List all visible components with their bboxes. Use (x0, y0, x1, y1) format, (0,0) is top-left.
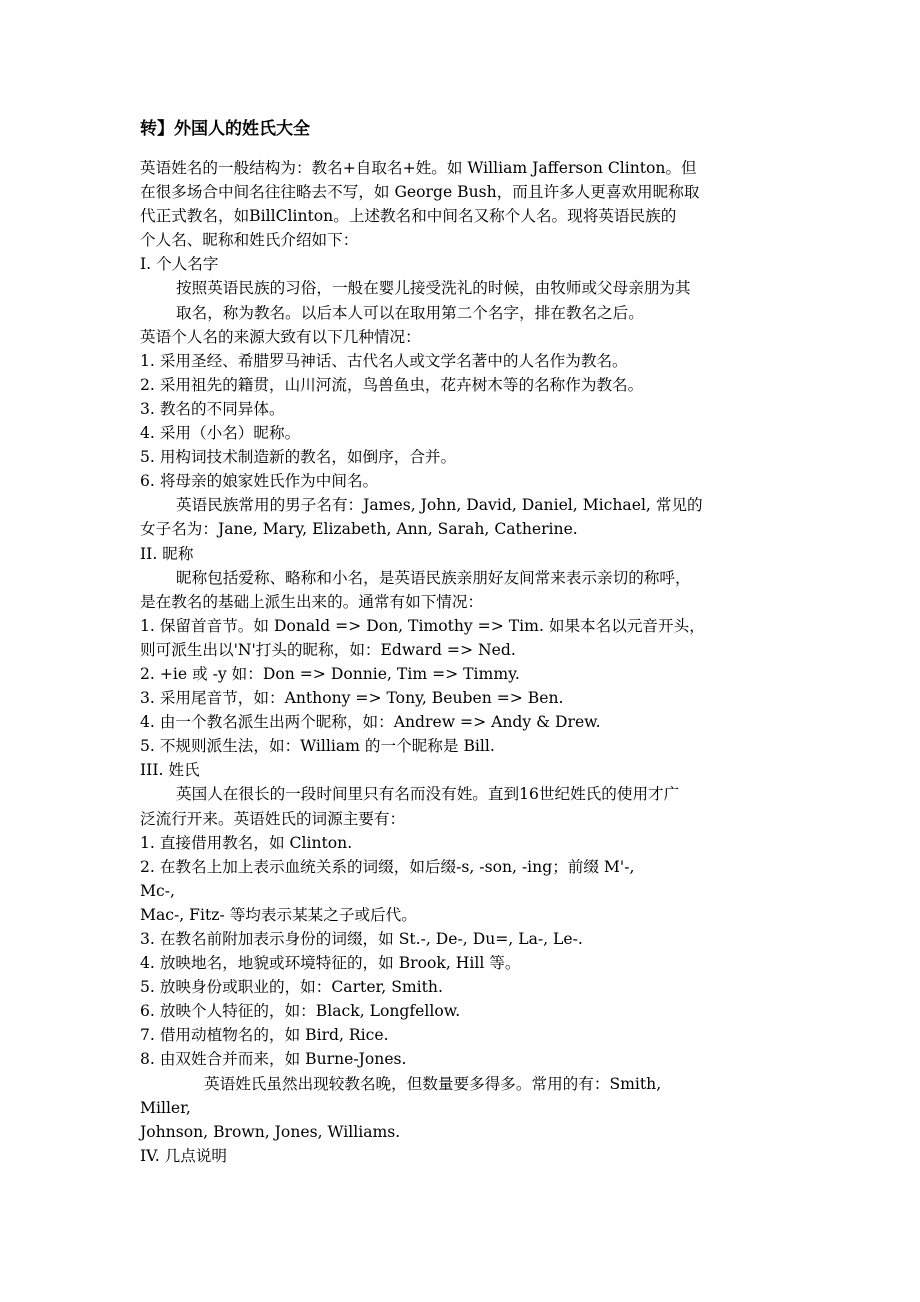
text-line: 则可派生出以'N'打头的昵称，如：Edward => Ned. (140, 640, 516, 659)
text-line: Johnson, Brown, Jones, Williams. (140, 1122, 401, 1141)
text-line: 1. 保留首音节。如 Donald => Don, Timothy => Tim. 如果本名以元音开头， (140, 616, 705, 635)
text-line: 女子名为：Jane, Mary, Elizabeth, Ann, Sarah, Catherine. (140, 520, 578, 539)
text-line: Mac-, Fitz- 等均表示某某之子或后代。 (140, 905, 417, 924)
text-line: 代正式教名，如BillClinton。上述教名和中间名又称个人名。现将英语民族的 (140, 207, 677, 226)
text-line: 3. 在教名前附加表示身份的词缀，如 St.-, De-, Du=, La-, Le-. (140, 930, 583, 948)
text-line: 英语姓氏虽然出现较教名晚，但数量要多得多。常用的有：Smith, (204, 1074, 662, 1093)
text-line: 昵称包括爱称、略称和小名，是英语民族亲朋好友间常来表示亲切的称呼， (176, 568, 691, 587)
text-line: 5. 不规则派生法，如：William 的一个昵称是 Bill. (140, 737, 495, 756)
document-body (140, 156, 800, 1168)
text-line: Miller, (140, 1098, 191, 1117)
text-line: 2. 采用祖先的籍贯，山川河流，鸟兽鱼虫，花卉树木等的名称作为教名。 (140, 375, 644, 394)
text-line: 1. 采用圣经、希腊罗马神话、古代名人或文学名著中的人名作为教名。 (140, 351, 628, 370)
text-line: 5. 用构词技术制造新的教名，如倒序，合并。 (140, 448, 457, 467)
text-line: Mc-, (140, 881, 175, 900)
text-line: 按照英语民族的习俗，一般在婴儿接受洗礼的时候，由牧师或父母亲朋为其 (176, 279, 691, 298)
text-line: 2. +ie 或 -y 如：Don => Donnie, Tim => Timmy. (140, 664, 520, 683)
text-line: II. 昵称 (140, 544, 194, 563)
text-line: 取名，称为教名。以后本人可以在取用第二个名字，排在教名之后。 (176, 303, 644, 322)
text-line: 4. 放映地名，地貌或环境特征的，如 Brook, Hill 等。 (140, 954, 521, 973)
text-line: 英语个人名的来源大致有以下几种情况： (140, 327, 421, 346)
text-line: 英语民族常用的男子名有：James, John, David, Daniel, Michael, 常见的 (176, 496, 703, 515)
text-line: 8. 由双姓合并而来，如 Burne-Jones. (140, 1050, 407, 1069)
text-line: 3. 教名的不同异体。 (140, 399, 285, 418)
text-line: 7. 借用动植物名的，如 Bird, Rice. (140, 1026, 389, 1045)
text-line: 6. 将母亲的娘家姓氏作为中间名。 (140, 472, 379, 491)
text-line: 3. 采用尾音节，如：Anthony => Tony, Beuben => Ben. (140, 689, 564, 708)
text-line: IV. 几点说明 (140, 1146, 227, 1165)
text-line: 泛流行开来。英语姓氏的词源主要有： (140, 809, 406, 828)
text-line: 6. 放映个人特征的，如：Black, Longfellow. (140, 1002, 461, 1021)
document-title: 转】外国人的姓氏大全 (140, 119, 310, 139)
text-line: 是在教名的基础上派生出来的。通常有如下情况： (140, 592, 484, 611)
text-line: 个人名、昵称和姓氏介绍如下： (140, 231, 359, 250)
text-line: 5. 放映身份或职业的，如：Carter, Smith. (140, 978, 443, 997)
text-line: 在很多场合中间名往往略去不写，如 George Bush，而且许多人更喜欢用昵称取 (140, 183, 700, 202)
text-line: 1. 直接借用教名，如 Clinton. (140, 833, 353, 852)
text-line: 2. 在教名上加上表示血统关系的词缀，如后缀-s, -son, -ing；前缀 M'-, (140, 857, 635, 876)
text-line: III. 姓氏 (140, 761, 200, 780)
text-line: 4. 由一个教名派生出两个昵称，如：Andrew => Andy & Drew. (140, 713, 601, 732)
text-line: I. 个人名字 (140, 255, 219, 274)
text-line: 英国人在很长的一段时间里只有名而没有姓。直到16世纪姓氏的使用才广 (176, 785, 680, 804)
text-line: 4. 采用（小名）昵称。 (140, 424, 301, 443)
text-line: 英语姓名的一般结构为：教名+自取名+姓。如 William Jafferson Clinton。但 (140, 159, 697, 177)
